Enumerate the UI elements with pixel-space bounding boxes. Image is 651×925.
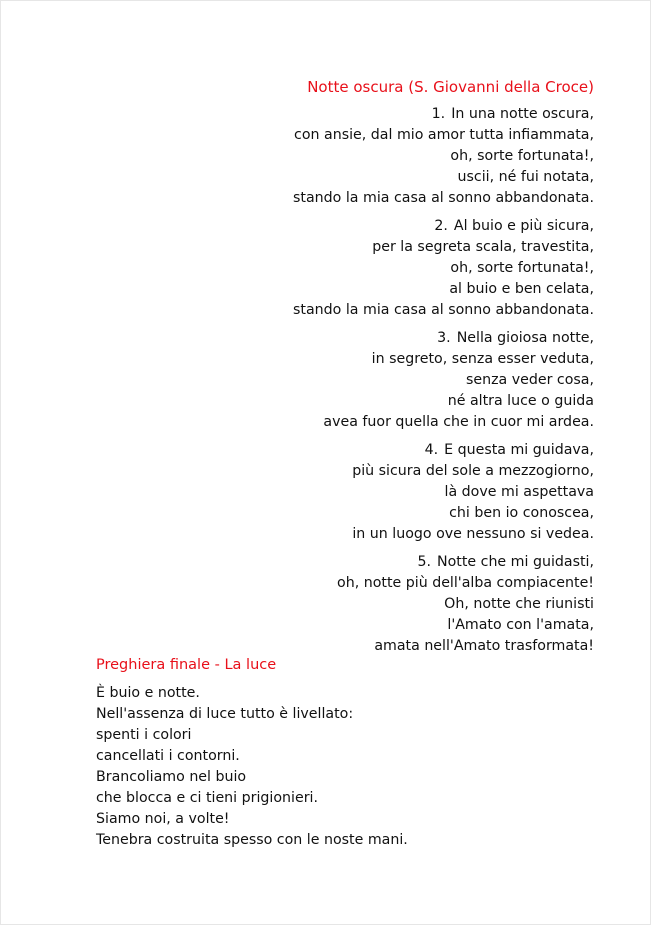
prayer-section [96,655,546,851]
stanza-number: 2. [434,218,448,234]
stanza-line: più sicura del sole a mezzogiorno, [352,463,594,479]
stanza-line: chi ben io conoscea, [449,505,594,521]
stanza-line: oh, sorte fortunata!, [450,260,594,276]
stanza-line-text: Al buio e più sicura, [453,218,594,234]
stanza-line: oh, notte più dell'alba compiacente! [337,575,594,591]
stanza-line: in segreto, senza esser veduta, [371,351,594,367]
prayer-line: spenti i colori [96,727,192,743]
prayer-line: che blocca e ci tieni prigionieri. [96,790,318,806]
stanza-line: oh, sorte fortunata!, [450,148,594,164]
stanza-line: uscii, né fui notata, [457,169,594,185]
stanza-line: né altra luce o guida [447,393,594,409]
poem [174,77,594,664]
stanza-line: per la segreta scala, travestita, [372,239,594,255]
stanza-line [174,328,594,349]
stanza-number: 5. [417,554,431,570]
stanza-line [174,552,594,573]
stanza-number: 1. [431,106,446,122]
stanza-line: stando la mia casa al sonno abbandonata. [293,302,594,318]
stanza-4 [174,440,594,545]
stanza-line-text: Nella gioiosa notte, [456,330,594,346]
stanza-line: Oh, notte che riunisti [444,596,594,612]
poem-title: Notte oscura (S. Giovanni della Croce) [307,78,594,96]
stanza-line-text: Notte che mi guidasti, [436,554,594,570]
stanza-number: 3. [437,330,451,346]
stanza-line: in un luogo ove nessuno si vedea. [352,526,594,542]
stanza-line [174,104,594,125]
prayer-line: Brancoliamo nel buio [96,769,247,785]
stanza-2 [174,216,594,321]
stanza-line-text: E questa mi guidava, [444,442,594,458]
prayer-line: Tenebra costruita spesso con le noste mani. [96,832,408,848]
stanza-line: stando la mia casa al sonno abbandonata. [293,190,594,206]
stanza-line-text: In una notte oscura, [451,106,594,122]
stanza-line: l'Amato con l'amata, [447,617,594,633]
stanza-number: 4. [424,442,439,458]
stanza-line: là dove mi aspettava [444,484,594,500]
stanza-line: avea fuor quella che in cuor mi ardea. [323,414,594,430]
prayer-line: cancellati i contorni. [96,748,240,764]
stanza-3 [174,328,594,433]
prayer-line: È buio e notte. [96,685,200,701]
stanza-line [174,440,594,461]
stanza-line: con ansie, dal mio amor tutta infiammata, [294,127,594,143]
stanza-line: al buio e ben celata, [449,281,594,297]
stanza-line [174,216,594,237]
stanza-line: amata nell'Amato trasformata! [374,638,594,654]
prayer-title: Preghiera finale - La luce [96,657,277,673]
stanza-line: senza veder cosa, [465,372,594,388]
stanza-5 [174,552,594,657]
prayer-line: Nell'assenza di luce tutto è livellato: [96,706,354,722]
prayer-line: Siamo noi, a volte! [96,811,230,827]
stanza-1 [174,104,594,209]
